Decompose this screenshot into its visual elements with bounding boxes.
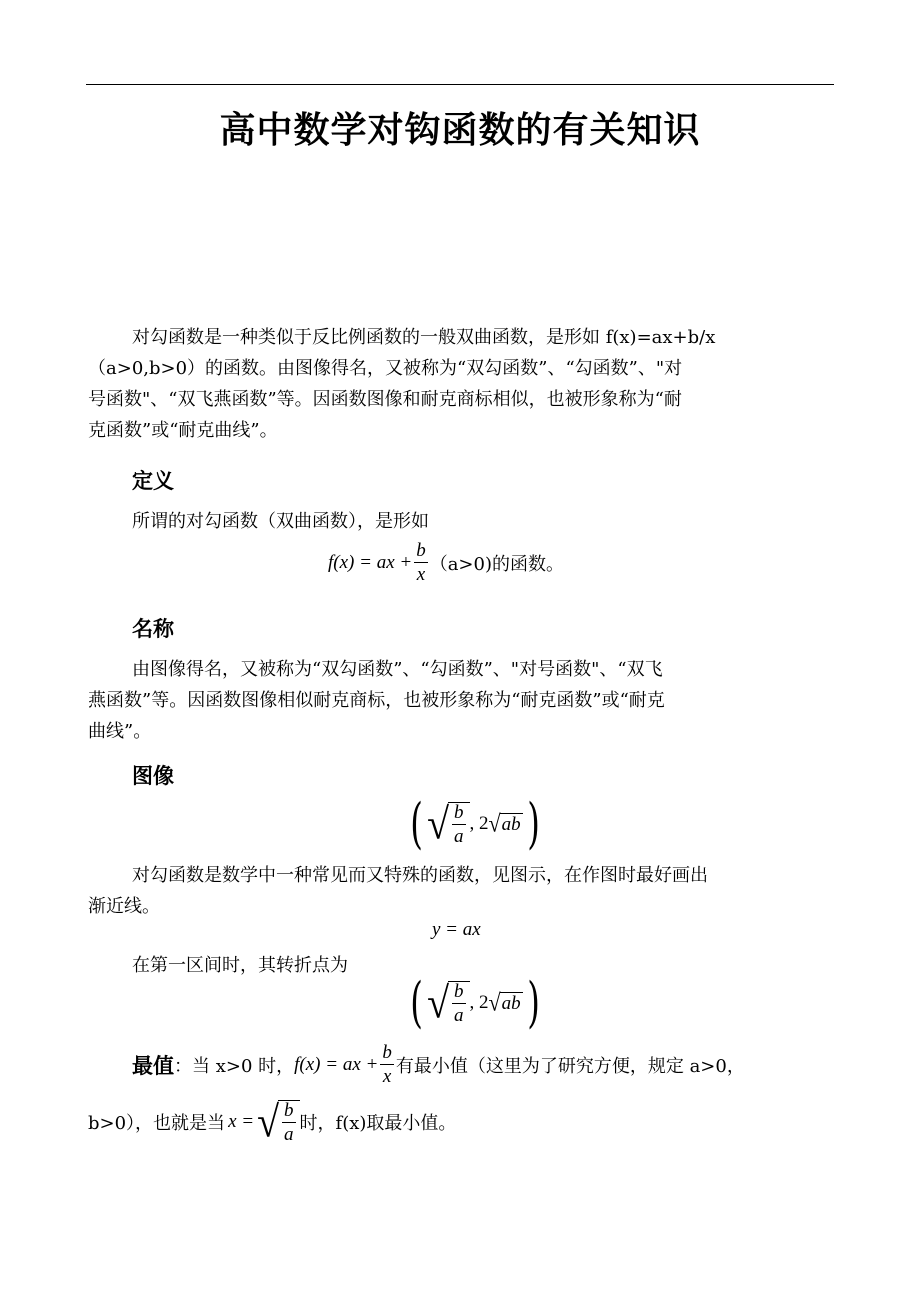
name-paragraph — [88, 654, 830, 747]
definition-suffix: （a>0)的函数。 — [429, 553, 564, 575]
extremum-line-1: 最值 ：当 x>0 时， f(x) = ax + $\frac{b}{x}$ 有最小值（这里为了研究方便，规定 a>0， — [132, 1042, 745, 1087]
definition-heading: 定义 — [132, 469, 174, 493]
extremum-line-2: b>0），也就是当 x = √ $\frac{b}{a}$ 时，f(x)取最小值。 — [88, 1096, 457, 1147]
extremum-label: 最值 — [132, 1053, 174, 1078]
image-line-2: 渐近线。 — [88, 896, 160, 917]
turning-point-formula-1: ( √ $\frac{b}{a}$ , 2 √ ab ) — [410, 792, 540, 855]
sqrt-b-over-a: √ $\frac{b}{a}$ — [257, 1100, 299, 1144]
name-heading: 名称 — [132, 617, 174, 641]
extremum-fraction: $\frac{b}{x}$ — [382, 1042, 392, 1087]
turning-point-text: 在第一区间时，其转折点为 — [132, 955, 348, 976]
image-paragraph — [88, 860, 830, 922]
turning-point-formula-2: ( √ $\frac{b}{a}$ , 2 √ ab ) — [410, 971, 540, 1034]
page-title: 高中数学对钩函数的有关知识 — [219, 110, 701, 151]
intro-line-1: 对勾函数是一种类似于反比例函数的一般双曲函数，是形如 f(x)=ax+b/x — [132, 327, 716, 348]
formula-lhs: f(x) = ax + — [328, 551, 413, 573]
name-line-1: 由图像得名，又被称为“双勾函数”、“勾函数”、"对号函数"、“双飞 — [132, 659, 663, 680]
intro-line-2: （a>0,b>0）的函数。由图像得名，又被称为“双勾函数”、“勾函数”、"对 — [88, 358, 683, 379]
image-line-1: 对勾函数是数学中一种常见而又特殊的函数，见图示，在作图时最好画出 — [132, 865, 708, 886]
name-line-2: 燕函数”等。因函数图像相似耐克商标，也被形象称为“耐克函数”或“耐克 — [88, 690, 665, 711]
intro-line-4: 克函数”或“耐克曲线”。 — [88, 420, 278, 441]
intro-line-3: 号函数"、“双飞燕函数”等。因函数图像和耐克商标相似，也被形象称为“耐 — [88, 389, 682, 410]
extremum-formula-lhs: f(x) = ax + — [294, 1053, 379, 1075]
image-heading: 图像 — [132, 764, 174, 788]
formula-fraction: $\frac{b}{x}$ — [416, 540, 426, 585]
intro-paragraph — [88, 322, 830, 446]
x-equals: x = — [228, 1111, 255, 1132]
definition-formula — [328, 541, 564, 584]
header-rule — [86, 84, 834, 85]
definition-text: 所谓的对勾函数（双曲函数），是形如 — [132, 511, 429, 532]
asymptote-formula: y = ax — [432, 919, 481, 940]
name-line-3: 曲线”。 — [88, 721, 152, 742]
